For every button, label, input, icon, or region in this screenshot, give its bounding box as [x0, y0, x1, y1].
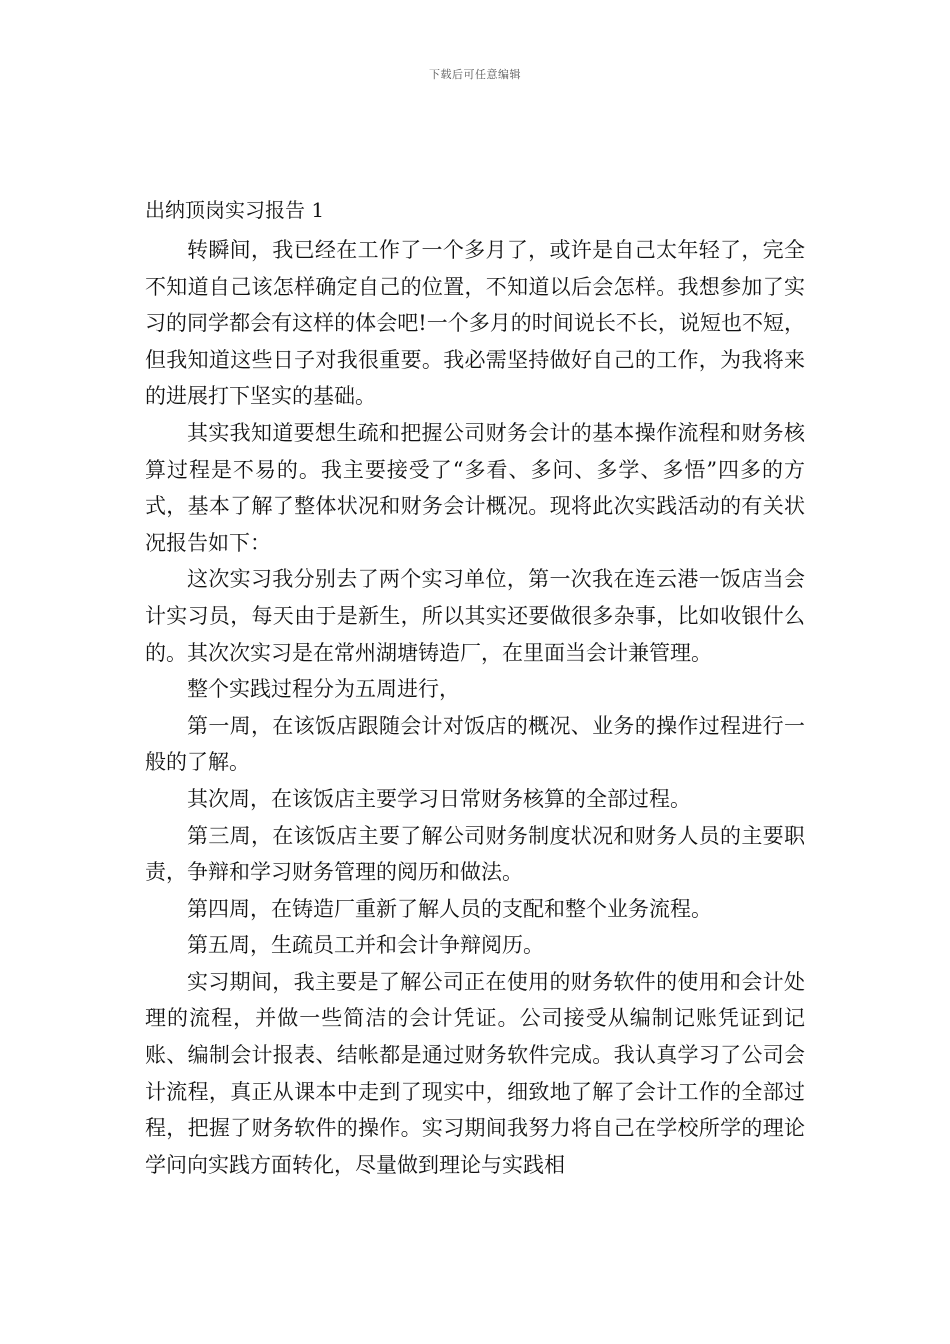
paragraph: 第五周，生疏员工并和会计争辩阅历。: [187, 933, 544, 958]
paragraph: 第一周，在该饭店跟随会计对饭店的概况、业务的操作过程进行一般的了解。: [145, 713, 805, 775]
paragraph: 整个实践过程分为五周进行，: [187, 677, 460, 702]
paragraph: 实习期间，我主要是了解公司正在使用的财务软件的使用和会计处理的流程，并做一些简洁的会计凭证。公司接受从编制记账凭证到记账、编制会计报表、结帐都是通过财务软件完成。我认真学习了公司会计流程，真正从课本中走到了现实中，细致地了解了会计工作的全部过程，把握了财务软件的操作。实习期间我努力将自己在学校所学的理论学问向实践方面转化，尽量做到理论与实践相: [145, 969, 805, 1177]
document-body: [145, 232, 805, 1183]
paragraph: 其实我知道要想生疏和把握公司财务会计的基本操作流程和财务核算过程是不易的。我主要接受了“多看、多问、多学、多悟”四多的方式，基本了解了整体状况和财务会计概况。现将此次实践活动的有关状况报告如下：: [145, 420, 805, 555]
document-title: 出纳顶岗实习报告 1: [145, 198, 325, 222]
paragraph: 这次实习我分别去了两个实习单位，第一次我在连云港一饭店当会计实习员，每天由于是新生，所以其实还要做很多杂事，比如收银什么的。其次次实习是在常州湖塘铸造厂，在里面当会计兼管理。: [145, 567, 805, 665]
paragraph: 转瞬间，我已经在工作了一个多月了，或许是自己太年轻了，完全不知道自己该怎样确定自己的位置，不知道以后会怎样。我想参加了实习的同学都会有这样的体会吧!一个多月的时间说长不长，说短也不短，但我知道这些日子对我很重要。我必需坚持做好自己的工作，为我将来的进展打下坚实的基础。: [145, 238, 805, 409]
header-note: 下载后可任意编辑: [429, 68, 521, 81]
paragraph: 第三周，在该饭店主要了解公司财务制度状况和财务人员的主要职责，争辩和学习财务管理的阅历和做法。: [145, 823, 805, 885]
paragraph: 其次周，在该饭店主要学习日常财务核算的全部过程。: [187, 786, 691, 811]
paragraph: 第四周，在铸造厂重新了解人员的支配和整个业务流程。: [187, 896, 712, 921]
